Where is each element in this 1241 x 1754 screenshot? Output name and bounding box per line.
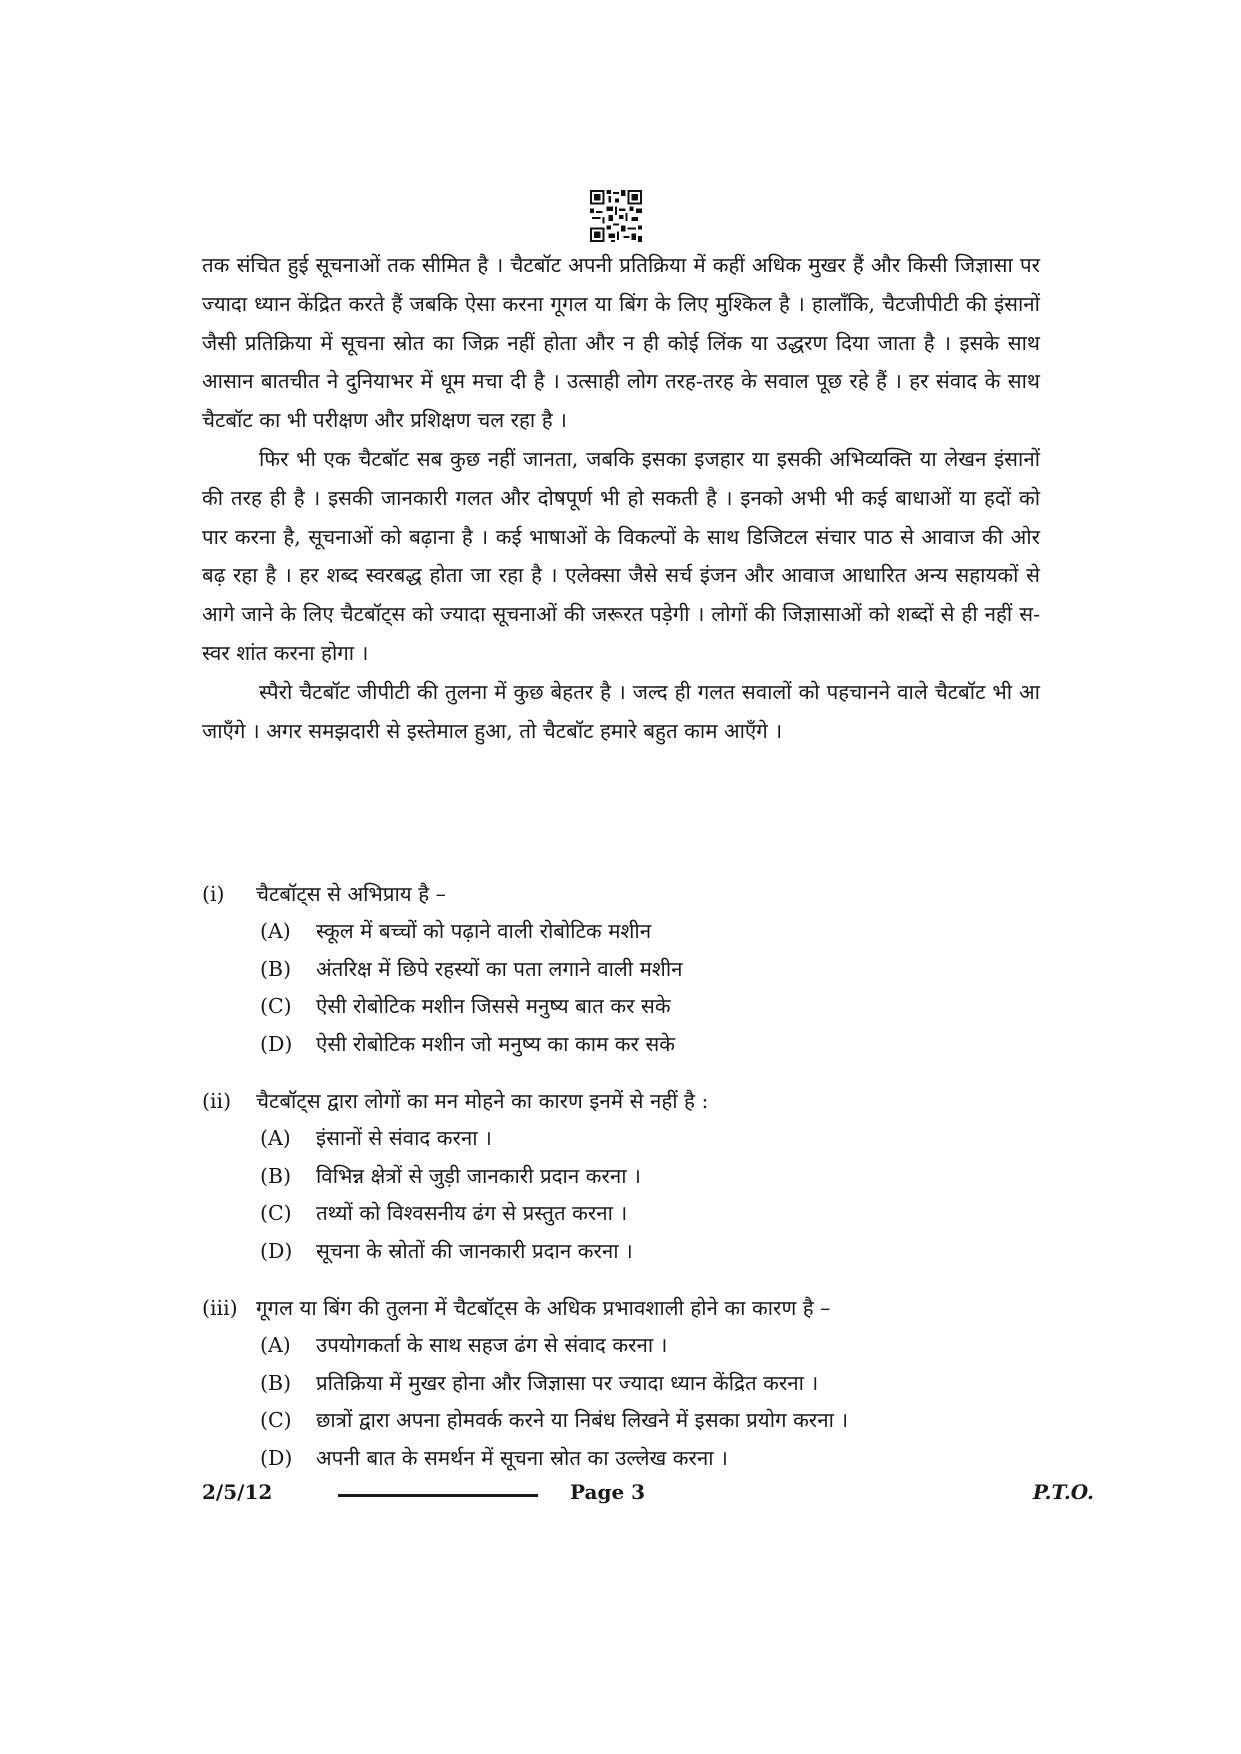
option-text: ऐसी रोबोटिक मशीन जो मनुष्य का काम कर सके	[316, 1031, 676, 1056]
option-label: (B)	[260, 1163, 292, 1188]
option-text: इंसानों से संवाद करना ।	[316, 1126, 492, 1150]
option-text: प्रतिक्रिया में मुखर होना और जिज्ञासा पर ज्यादा ध्यान केंद्रित करना ।	[316, 1370, 819, 1395]
option-label: (D)	[260, 1031, 293, 1056]
question-3	[202, 1290, 1040, 1477]
question-list	[202, 876, 1040, 1497]
paper-code: 2/5/12	[202, 1480, 273, 1504]
option-text: छात्रों द्वारा अपना होमवर्क करने या निबंध लिखने में इसका प्रयोग करना ।	[316, 1408, 849, 1432]
option-text: ऐसी रोबोटिक मशीन जिससे मनुष्य बात कर सके	[316, 994, 671, 1018]
passage-paragraph: तक संचित हुई सूचनाओं तक सीमित है । चैटबॉट अपनी प्रतिक्रिया में कहीं अधिक मुखर हैं और किसी जिज्ञासा पर ज्यादा ध्यान केंद्रित करते हैं जबकि ऐसा करना गूगल या बिंग के लिए मुश्किल है । हालाँकि, चैटजीपीटी की इंसानों जैसी प्रतिक्रिया में सूचना स्रोत का जिक्र नहीं होता और न ही कोई लिंक या उद्धरण दिया जाता है । इसके साथ आसान बातचीत ने दुनियाभर में धूम मचा दी है । उत्साही लोग तरह-तरह के सवाल पूछ रहे हैं । हर संवाद के साथ चैटबॉट का भी परीक्षण और प्रशिक्षण चल रहा है ।	[202, 253, 1040, 433]
page-number: Page 3	[570, 1480, 646, 1504]
option-label: (C)	[260, 1408, 292, 1432]
passage-paragraph: फिर भी एक चैटबॉट सब कुछ नहीं जानता, जबकि इसका इजहार या इसकी अभिव्यक्ति या लेखन इंसानों की तरह ही है । इसकी जानकारी गलत और दोषपूर्ण भी हो सकती है । इनको अभी भी कई बाधाओं या हदों को पार करना है, सूचनाओं को बढ़ाना है । कई भाषाओं के विकल्पों के साथ डिजिटल संचार पाठ से आवाज की ओर बढ़ रहा है । हर शब्द स्वरबद्ध होता जा रहा है । एलेक्सा जैसे सर्च इंजन और आवाज आधारित अन्य सहायकों से आगे जाने के लिए चैटबॉट्स को ज्यादा सूचनाओं की जरूरत पड़ेगी । लोगों की जिज्ञासाओं को शब्दों से ही नहीं स-स्वर शांत करना होगा ।	[202, 446, 1040, 665]
passage	[202, 246, 1040, 750]
option-text: विभिन्न क्षेत्रों से जुड़ी जानकारी प्रदान करना ।	[316, 1163, 641, 1188]
option-text: सूचना के स्रोतों की जानकारी प्रदान करना ।	[316, 1238, 633, 1263]
option-text: स्कूल में बच्चों को पढ़ाने वाली रोबोटिक मशीन	[316, 919, 652, 943]
option-label: (D)	[260, 1445, 293, 1470]
question-text: चैटबॉट्स द्वारा लोगों का मन मोहने का कारण इनमें से नहीं है :	[256, 1089, 709, 1113]
option-text: तथ्यों को विश्वसनीय ढंग से प्रस्तुत करना ।	[316, 1201, 628, 1225]
option-text: अंतरिक्ष में छिपे रहस्यों का पता लगाने वाली मशीन	[316, 956, 683, 981]
option-b	[202, 951, 1040, 989]
question-number: (i)	[202, 882, 225, 906]
option-label: (D)	[260, 1238, 293, 1263]
option-label: (A)	[260, 919, 291, 943]
question-number: (ii)	[202, 1089, 232, 1113]
option-d	[202, 1440, 1040, 1478]
option-label: (C)	[260, 994, 292, 1018]
pto-label: P.T.O.	[1032, 1480, 1094, 1504]
question-2	[202, 1083, 1040, 1270]
option-c	[202, 1402, 1040, 1440]
passage-paragraph: स्पैरो चैटबॉट जीपीटी की तुलना में कुछ बेहतर है । जल्द ही गलत सवालों को पहचानने वाले चैटबॉट भी आ जाएँगे । अगर समझदारी से इस्तेमाल हुआ, तो चैटबॉट हमारे बहुत काम आएँगे ।	[202, 679, 1040, 743]
option-label: (A)	[260, 1126, 291, 1150]
option-label: (B)	[260, 956, 292, 981]
question-number: (iii)	[202, 1296, 238, 1320]
qr-code-icon	[590, 190, 642, 242]
question-1	[202, 876, 1040, 1063]
option-c	[202, 988, 1040, 1026]
option-a	[202, 913, 1040, 951]
footer-divider	[338, 1494, 538, 1497]
option-b	[202, 1158, 1040, 1196]
option-label: (A)	[260, 1333, 291, 1357]
option-text: उपयोगकर्ता के साथ सहज ढंग से संवाद करना ।	[316, 1333, 668, 1357]
option-a	[202, 1327, 1040, 1365]
option-text: अपनी बात के समर्थन में सूचना स्रोत का उल्लेख करना ।	[316, 1445, 728, 1470]
option-d	[202, 1233, 1040, 1271]
option-label: (C)	[260, 1201, 292, 1225]
option-a	[202, 1120, 1040, 1158]
option-d	[202, 1026, 1040, 1064]
option-label: (B)	[260, 1370, 292, 1395]
question-text: चैटबॉट्स से अभिप्राय है –	[256, 882, 446, 906]
option-c	[202, 1195, 1040, 1233]
option-b	[202, 1365, 1040, 1403]
page-footer	[202, 1476, 1094, 1510]
question-text: गूगल या बिंग की तुलना में चैटबॉट्स के अधिक प्रभावशाली होने का कारण है –	[256, 1296, 831, 1320]
